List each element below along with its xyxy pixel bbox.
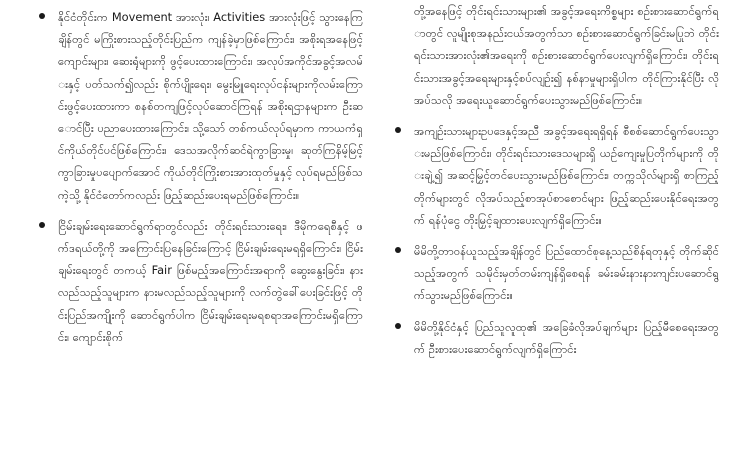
bullet-icon — [395, 127, 401, 133]
left-column — [33, 6, 363, 357]
bullet-text: မိမိတို့တာဝန်ယူသည့်အချိန်တွင် ပြည်ထောင်စုနေ့သည်စိန်ရတုနှင့် တိုက်ဆိုင်သည့်အတွက် သမိုင်းမှတ်တမ်းကျန်ရှိစေရန် ခမ်းခမ်းနားနားကျင်းပဆောင်ရွက်သွားမည်ဖြစ်ကြောင်း။ — [414, 244, 719, 303]
bullet-item — [33, 215, 363, 348]
bullet-item — [33, 6, 363, 206]
bullet-item — [389, 240, 719, 307]
right-column — [389, 0, 719, 369]
bullet-text: မိမိတို့နိုင်ငံနှင့် ပြည်သူလူထု၏ အခြေခံလိုအပ်ချက်များ ပြည့်မီစေရေးအတွက် ဦးစားပေးဆောင်ရွက်လျက်ရှိကြောင်း — [414, 319, 719, 356]
bullet-icon — [39, 222, 45, 228]
bullet-text: အကျဉ်းသားများဥပဒေနှင့်အညီ အခွင့်အရေးရရှိရန် စီစစ်ဆောင်ရွက်ပေးသွားမည်ဖြစ်ကြောင်း၊ တိုင်းရင်းသားဒေသများရှိ ယဉ်ကျေးမှုပြတိုက်များကို တိုးချဲ့၍ အဆင့်မြှင့်တင်ပေးသွားမည်ဖြစ်ကြောင်း၊ တက္ကသိုလ်များရှိ စာကြည့်တိုက်များတွင် လိုအပ်သည့်စာအုပ်စာစောင်များ ဖြည့်ဆည်းပေးနိုင်ရေးအတွက် ရန်ပုံငွေ တိုးမြှင့်ချထားပေးလျက်ရှိကြောင်း။ — [414, 124, 719, 227]
bullet-icon — [39, 13, 45, 19]
continued-paragraph: တို့အနေဖြင့် တိုင်းရင်းသားများ၏ အခွင့်အရေးကိစ္စများ စဉ်းစားဆောင်ရွက်ရာတွင် လူမျိုးစုအနည်းငယ်အတွက်သာ စဉ်းစားဆောင်ရွက်ခြင်းမပြုဘဲ တိုင်းရင်းသားအားလုံး၏အရေးကို စဉ်းစားဆောင်ရွက်ပေးလျက်ရှိကြောင်း၊ တိုင်းရင်းသားအခွင့်အရေးများနှင့်စပ်လျဉ်း၍ နစ်နာမှုများရှိပါက တိုင်ကြားနိုင်ပြီး လိုအပ်သလို အရေးယူဆောင်ရွက်ပေးသွားမည်ဖြစ်ကြောင်း။ — [414, 4, 719, 107]
bullet-item — [389, 316, 719, 360]
bullet-icon — [395, 323, 401, 329]
bullet-text: ငြိမ်းချမ်းရေးဆောင်ရွက်ရာတွင်လည်း တိုင်းရင်းသားရေး၊ ဒီမိုကရေစီနှင့် ဖက်ဒရယ်တို့ကို အကြောင်းပြနေခြင်းကြောင့် ငြိမ်းချမ်းရေးမရရှိကြောင်း၊ ငြိမ်းချမ်းရေးတွင် တကယ့် Fair ဖြစ်မည့်အကြောင်းအရာကို ဆွေးနွေးခြင်း၊ နားလည်သည့်သူများက နားမလည်သည့်သူများကို လက်တွဲခေါ်ပေးခြင်းဖြင့် တိုင်းပြည်အကျိုးကို ဆောင်ရွက်ပါက ငြိမ်းချမ်းရေးမရစရာအကြောင်းမရှိကြောင်း၊ ကျောင်းစိုက် — [58, 218, 363, 344]
bullet-text: နိုင်ငံတိုင်းက Movement အားလုံး၊ Activities အားလုံးဖြင့် သွားနေကြချိန်တွင် မကြိုးစားသည့်တိုင်းပြည်က ကျန်ခဲ့မှာဖြစ်ကြောင်း၊ အစိုးရအနေဖြင့် ကျောင်းများ၊ ဆေးရုံများကို ဖွင့်ပေးထားကြောင်း၊ အလုပ်အကိုင်အခွင့်အလမ်းနှင့် ပတ်သက်၍လည်း စိုက်ပျိုးရေး၊ မွေးမြူရေးလုပ်ငန်းများကိုလမ်းကြောင်းဖွင့်ပေးထားကာ စနစ်တကျဖြင့်လုပ်ဆောင်ကြရန် အစိုးရဌာနများက ဦးဆောင်ပြီး ပညာပေးထားကြောင်း၊ သို့သော် တစ်ကယ်လုပ်ရမှာက ကာယကံရှင်ကိုယ်တိုင်ပင်ဖြစ်ကြောင်း၊ ဒေသအလိုက်ဆင်ရဲကွာခြားမှု၊ ဆုတ်ကြနိမ့်မြင့်ကွာခြားမှုပပျောက်အောင် ကိုယ်တိုင်ကြိုးစားအားထုတ်မှုနှင့် လုပ်ရမည်ဖြစ်သကဲ့သို့ နိုင်ငံတော်ကလည်း ဖြည့်ဆည်းပေးရမည်ဖြစ်ကြောင်း။ — [58, 10, 363, 202]
bullet-icon — [395, 247, 401, 253]
bullet-item — [389, 120, 719, 231]
